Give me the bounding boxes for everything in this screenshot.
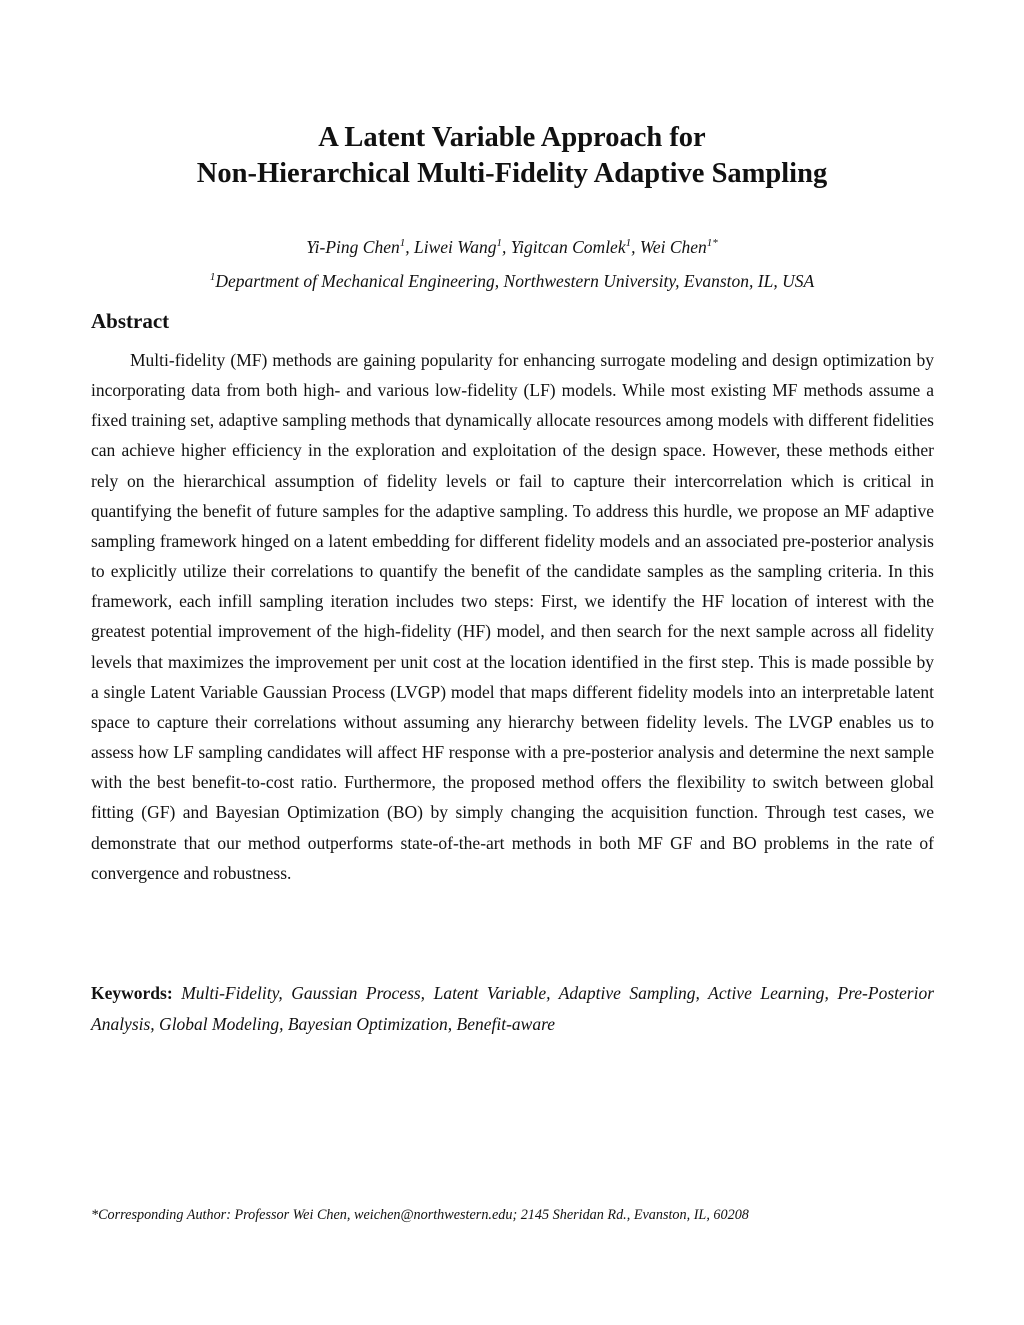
keywords-paragraph (91, 978, 934, 1040)
author-name: Yigitcan Comlek (510, 236, 626, 257)
author-separator: , (405, 236, 414, 257)
author-mark: 1 (625, 237, 632, 249)
author-block (0, 228, 1024, 296)
author-mark: 1 (399, 237, 406, 249)
author-separator: , (501, 236, 511, 257)
author-mark: 1 (496, 237, 502, 249)
keywords-list: Multi-Fidelity, Gaussian Process, Latent Variable, Adaptive Sampling, Active Learning, Pre-Posterior Analysis, Global Modeling, Bayesian Optimization, Benefit-aware (91, 983, 934, 1034)
affiliation (0, 262, 1024, 296)
author-separator: , (631, 236, 640, 257)
abstract-text: Multi-fidelity (MF) methods are gaining popularity for enhancing surrogate modeling and design optimization by incorporating data from both high- and various low-fidelity (LF) models. While most existing MF methods assume a fixed training set, adaptive sampling methods that dynamically allocate resources among models with different fidelities can achieve higher efficiency in the exploration and exploitation of the design space. However, these methods either rely on the hierarchical assumption of fidelity levels or fail to capture their intercorrelation which is critical in quantifying the benefit of future samples for the adaptive sampling. To address this hurdle, we propose an MF adaptive sampling framework hinged on a latent embedding for different fidelity models and an associated pre-posterior analysis to explicitly utilize their correlations to quantify the benefit of the candidate samples as the sampling criteria. In this framework, each infill sampling iteration includes two steps: First, we identify the HF location of interest with the greatest potential improvement of the high-fidelity (HF) model, and then search for the next sample across all fidelity levels that maximizes the improvement per unit cost at the location identified in the first step. This is made possible by a single Latent Variable Gaussian Process (LVGP) model that maps different fidelity models into an interpretable latent space to capture their correlations without assuming any hierarchy between fidelity levels. The LVGP enables us to assess how LF sampling candidates will affect HF response with a pre-posterior analysis and determine the next sample with the best benefit-to-cost ratio. Furthermore, the proposed method offers the flexibility to switch between global fitting (GF) and Bayesian Optimization (BO) by simply changing the acquisition function. Through test cases, we demonstrate that our method outperforms state-of-the-art methods in both MF GF and BO problems in the rate of convergence and robustness. (91, 350, 934, 883)
paper-title (0, 120, 1024, 192)
affiliation-mark: 1 (209, 270, 216, 283)
title-line-2: Non-Hierarchical Multi-Fidelity Adaptive Sampling (196, 158, 828, 189)
author-list (0, 228, 1024, 262)
author-name: Yi-Ping Chen (306, 236, 400, 257)
author-name: Wei Chen (639, 236, 707, 257)
author-mark: 1* (706, 237, 718, 249)
author-name: Liwei Wang (413, 236, 497, 257)
corresponding-author-note: *Corresponding Author: Professor Wei Chen, weichen@northwestern.edu; 2145 Sheridan Rd., Evanston, IL, 60208 (91, 1207, 749, 1223)
keywords-label: Keywords: (91, 983, 173, 1003)
abstract-heading: Abstract (91, 309, 170, 333)
title-line-1: A Latent Variable Approach for (318, 122, 706, 153)
affiliation-text: Department of Mechanical Engineering, Northwestern University, Evanston, IL, USA (215, 270, 815, 291)
